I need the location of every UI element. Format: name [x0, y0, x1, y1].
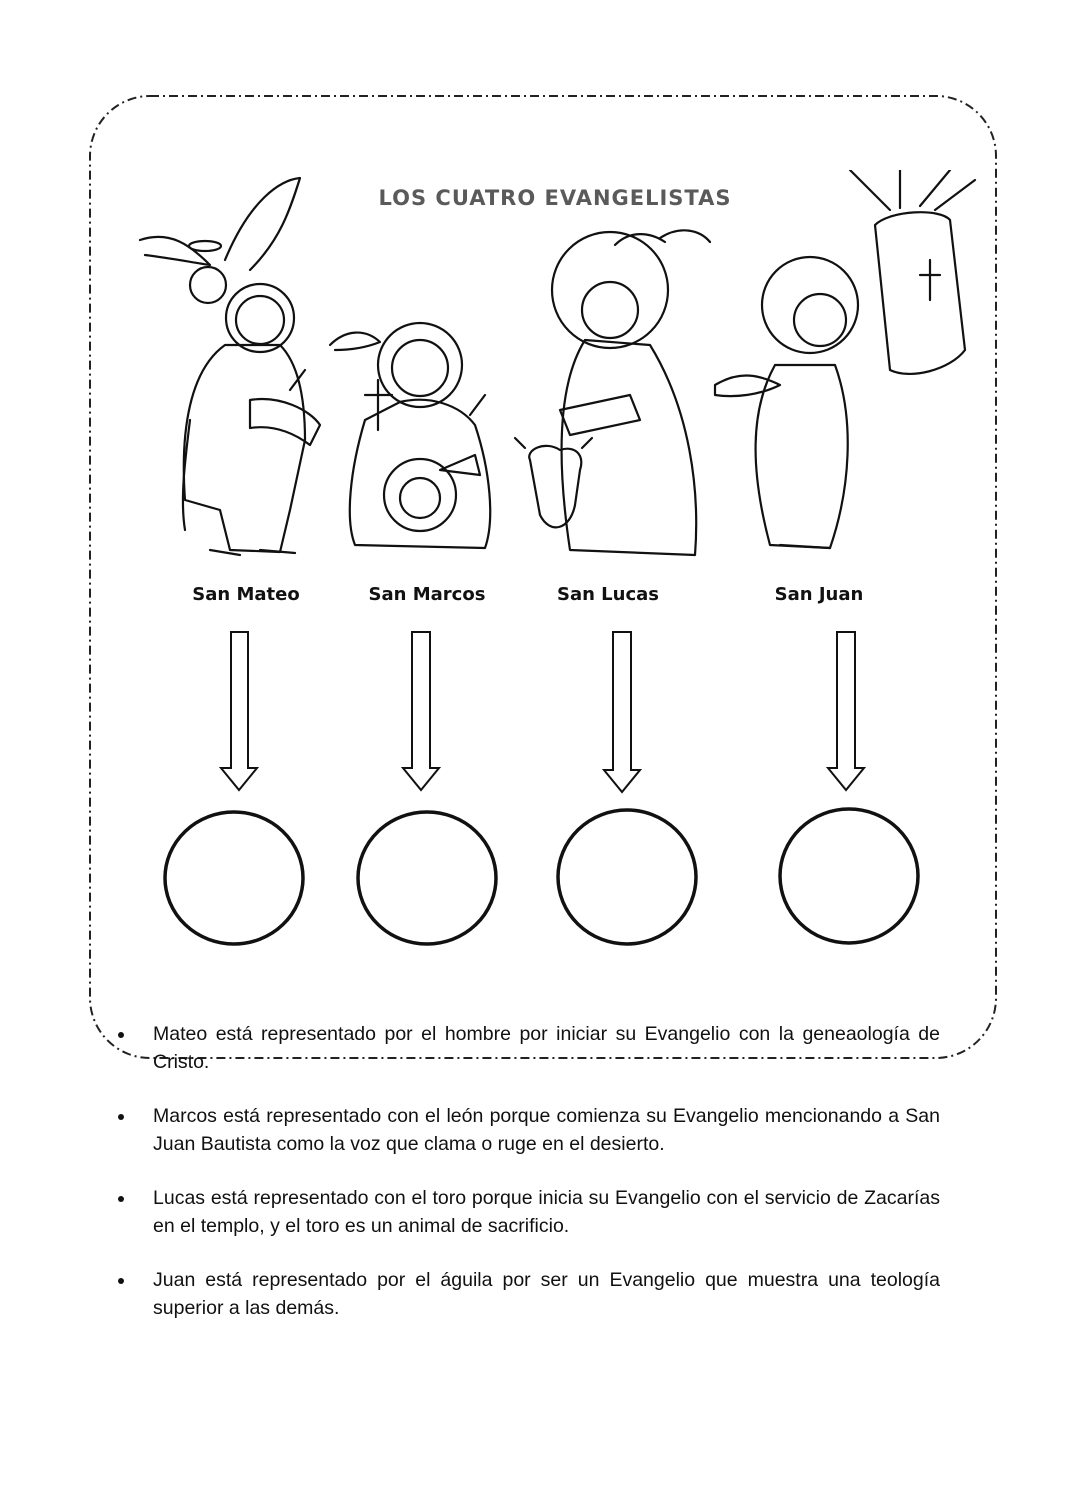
bullet-icon — [118, 1032, 124, 1038]
evangelist-name-lucas: San Lucas — [556, 584, 659, 605]
down-arrow-icon — [221, 632, 257, 790]
down-arrow-icon — [403, 632, 439, 790]
bullet-icon — [118, 1278, 124, 1284]
list-item: Mateo está representado por el hombre por iniciar su Evangelio con la geneaología de Cristo. — [110, 1020, 940, 1076]
evangelist-name-marcos: San Marcos — [368, 584, 486, 605]
answer-circle-marcos — [358, 812, 496, 944]
evangelist-name-mateo: San Mateo — [192, 584, 300, 605]
page-title: LOS CUATRO EVANGELISTAS — [378, 186, 732, 210]
answer-circle-mateo — [165, 812, 303, 944]
list-item: Juan está representado por el águila por ser un Evangelio que muestra una teología superior a las demás. — [110, 1266, 940, 1322]
evangelist-name-juan: San Juan — [774, 584, 864, 605]
answer-circle-juan — [780, 809, 918, 943]
list-item: Lucas está representado con el toro porque inicia su Evangelio con el servicio de Zacarías en el templo, y el toro es un animal de sacrificio. — [110, 1184, 940, 1240]
down-arrow-icon — [828, 632, 864, 790]
down-arrow-icon — [604, 632, 640, 792]
bullet-icon — [118, 1196, 124, 1202]
description-list — [110, 1020, 940, 1348]
list-item: Marcos está representado con el león porque comienza su Evangelio mencionando a San Juan Bautista como la voz que clama o ruge en el desierto. — [110, 1102, 940, 1158]
answer-circle-lucas — [558, 810, 696, 944]
bullet-icon — [118, 1114, 124, 1120]
